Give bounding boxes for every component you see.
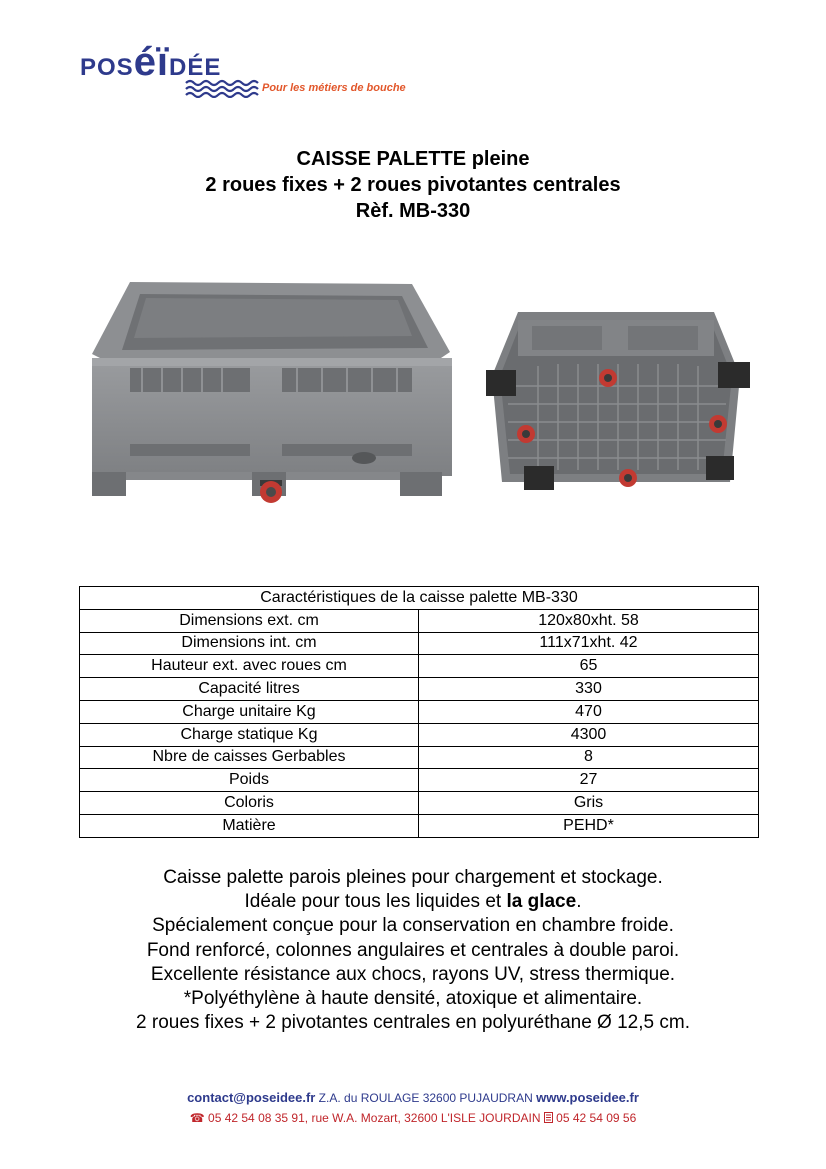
- spec-label: Coloris: [80, 792, 419, 815]
- footer: [0, 1088, 826, 1128]
- description-line: 2 roues fixes + 2 pivotantes centrales en polyuréthane Ø 12,5 cm.: [136, 1012, 690, 1034]
- table-row: [80, 746, 759, 769]
- spec-value: Gris: [419, 792, 759, 815]
- title-line-3: Rèf. MB-330: [355, 200, 471, 222]
- description-line: Caisse palette parois pleines pour chargement et stockage.: [163, 867, 663, 888]
- spec-label: Matière: [80, 814, 419, 837]
- table-row: [80, 655, 759, 678]
- spec-value: 65: [419, 655, 759, 678]
- specifications-table: [79, 586, 759, 838]
- description-line: Excellente résistance aux chocs, rayons UV, stress thermique.: [150, 963, 676, 985]
- table-caption: Caractéristiques de la caisse palette MB-330: [80, 587, 759, 610]
- spec-label: Charge unitaire Kg: [80, 700, 419, 723]
- spec-value: 111x71xht. 42: [419, 632, 759, 655]
- spec-value: 8: [419, 746, 759, 769]
- description-line: Idéale pour tous les liquides et la glace.: [244, 891, 582, 913]
- footer-address: Z.A. du ROULAGE 32600 PUJAUDRAN: [315, 1091, 537, 1105]
- email-link[interactable]: contact@poseidee.fr: [187, 1090, 316, 1105]
- spec-value: PEHD*: [419, 814, 759, 837]
- table-row: [80, 769, 759, 792]
- table-row: [80, 700, 759, 723]
- spec-label: Charge statique Kg: [80, 723, 419, 746]
- spec-value: 470: [419, 700, 759, 723]
- table-row: [80, 609, 759, 632]
- spec-label: Dimensions int. cm: [80, 632, 419, 655]
- logo-wordmark: POSéïDÉE: [80, 40, 222, 84]
- description-line: Spécialement conçue pour la conservation en chambre froide.: [152, 915, 674, 937]
- spec-label: Capacité litres: [80, 678, 419, 701]
- footer-line-2: [0, 1108, 826, 1128]
- spec-value: 120x80xht. 58: [419, 609, 759, 632]
- footer-phone: 05 42 54 08 35 91, rue W.A. Mozart, 32600 L'ISLE JOURDAIN: [204, 1111, 544, 1125]
- footer-fax: 05 42 54 09 56: [552, 1111, 637, 1125]
- spec-label: Poids: [80, 769, 419, 792]
- spec-label: Dimensions ext. cm: [80, 609, 419, 632]
- phone-icon: ☎: [189, 1111, 205, 1125]
- title-line-2: 2 roues fixes + 2 roues pivotantes centrales: [205, 174, 621, 196]
- spec-value: 330: [419, 678, 759, 701]
- table-row: [80, 814, 759, 837]
- table-row: [80, 678, 759, 701]
- fax-icon: [544, 1112, 553, 1123]
- website-link[interactable]: www.poseidee.fr: [536, 1090, 639, 1105]
- pallet-box-underside-image: [478, 306, 756, 498]
- spec-label: Nbre de caisses Gerbables: [80, 746, 419, 769]
- company-logo: [80, 40, 440, 102]
- spec-value: 4300: [419, 723, 759, 746]
- table-row: [80, 792, 759, 815]
- table-row: [80, 723, 759, 746]
- product-description: [0, 866, 826, 1035]
- spec-value: 27: [419, 769, 759, 792]
- description-line: *Polyéthylène à haute densité, atoxique et alimentaire.: [183, 988, 643, 1010]
- waves-icon: [184, 78, 262, 98]
- table-caption-row: [80, 587, 759, 610]
- pallet-box-front-image: [82, 276, 462, 506]
- logo-tagline: Pour les métiers de bouche: [262, 82, 406, 94]
- footer-line-1: [0, 1088, 826, 1108]
- table-row: [80, 632, 759, 655]
- page-title: [0, 146, 826, 224]
- title-line-1: CAISSE PALETTE pleine: [296, 148, 530, 170]
- description-line: Fond renforcé, colonnes angulaires et centrales à double paroi.: [146, 939, 680, 961]
- spec-label: Hauteur ext. avec roues cm: [80, 655, 419, 678]
